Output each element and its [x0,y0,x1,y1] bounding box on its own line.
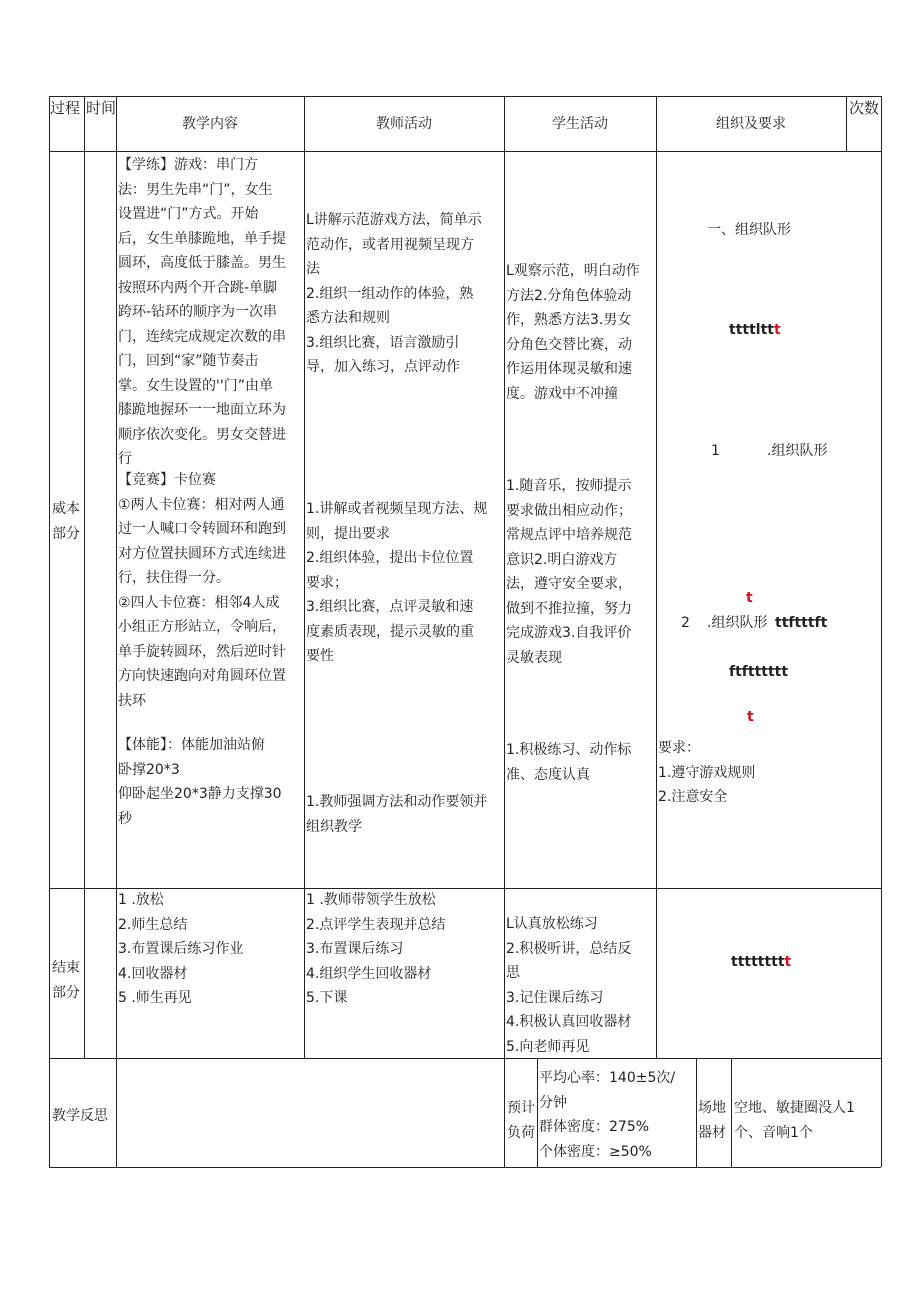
col-divider-venue-text [731,1058,732,1167]
col-divider-count [846,96,847,152]
header-organization: 组织及要求 [716,116,786,132]
org-number-2: 2 [681,615,690,631]
basic-student-competition: 1.随音乐，按师提示 要求做出相应动作； 常规点评中培养规范 意识2.明白游戏方 法，遵守安全要求， 做到不推拉撞，努力 完成游戏3.自我评价 灵敏表现 [506,478,632,666]
col-divider-time [84,96,85,1058]
header-time: 时间 [86,99,117,117]
formation-1-teacher: t [773,322,781,338]
org-teacher-mark-2: t [747,709,754,725]
ending-formation [731,950,791,975]
header-count: 次数 [849,99,880,117]
basic-student-game: L观察示范，明白动作 方法2.分角色体验动 作，熟悉方法3.男女 分角色交替比赛，动 作运用体现灵敏和速 度。游戏中不冲撞 [506,263,640,402]
table-border-left [49,96,50,1167]
formation-1-main: ttttltt [729,322,774,338]
ending-teacher: 1 .教师带领学生放松 2.点评学生表现并总结 3.布置课后练习 4.组织学生回收器材 5.下课 [306,892,446,1006]
col-divider-content [116,96,117,1167]
col-divider-load-label [537,1058,538,1167]
org-number-1: 1 [711,443,720,459]
org-formation-4: ftftttttt [729,664,789,680]
load-label: 预计 负荷 [507,1100,535,1141]
ending-student: L认真放松练习 2.积极听讲，总结反 思 3.记住课后练习 4.积极认真回收器材 5.向老师再见 [506,916,632,1055]
basic-content-game: 【学练】游戏：串门方 法：男生先串“门”，女生 设置进“门”方式。开始 后，女生单膝跪地，单手提 圆环，高度低于膝盖。男生 按照环内两个开合跳-单脚 跨环-钻环的顺序为一次串 门，连续完成规定次数的串 门，回到“家”随节奏击 掌。女生设置的''门”由单 膝跪地握环一一地面立环为 顺序依次变化。男女交替进 行 [118,157,286,467]
ending-formation-main: tttttttt [731,954,785,970]
org-teacher-mark-1: t [746,590,753,606]
basic-teacher-game: L讲解示范游戏方法，简单示 范动作，或者用视频呈现方 法 2.组织一组动作的体验，熟 悉方法和规则 3.组织比赛，语言激励引 导，加入练习，点评动作 [306,212,482,375]
basic-section-label: 威本 部分 [52,501,80,542]
org-title-3: .组织队形 [707,615,768,631]
header-student: 学生活动 [552,116,608,132]
basic-teacher-fitness: 1.教师强调方法和动作要领并 组织教学 [306,794,488,835]
header-row-divider [49,151,881,152]
basic-teacher-competition: 1.讲解或者视频呈现方法、规 则，提出要求 2.组织体验，提出卡位位置 要求； 3.组织比赛，点评灵敏和速 度素质表现，提示灵敏的重 要性 [306,501,488,664]
org-requirements: 要求： 1.遵守游戏规则 2.注意安全 [658,740,756,805]
ending-formation-teacher: t [784,954,792,970]
basic-student-fitness: 1.积极练习、动作标 准、态度认真 [506,742,632,783]
table-border-right [881,96,882,1167]
basic-content-competition: 【竞赛】卡位赛 ①两人卡位赛：相对两人通 过一人喊口令转圆环和跑到 对方位置扶圆环方式连续进 行，扶住得一分。 ②四人卡位赛：相邻4人成 小组正方形站立，令响后， 单手旋转圆环，然后逆时针 方向快速跑向对角圆环位置 扶环 [118,472,286,709]
header-process: 过程 [50,99,81,117]
ending-content: 1 .放松 2.师生总结 3.布置课后练习作业 4.回收器材 5 .师生再见 [118,892,244,1006]
reflection-label: 教学反思 [52,1108,108,1124]
venue-text: 空地、敏捷圈没人1 个、音响1个 [734,1100,855,1141]
ending-section-label: 结束 部分 [52,960,80,1001]
table-border-top [49,96,881,97]
org-title-1: 一、组织队形 [707,222,791,238]
org-title-2: .组织队形 [767,443,828,459]
header-teacher: 教师活动 [376,116,432,132]
header-content: 教学内容 [182,116,238,132]
org-formation-1 [729,318,781,343]
ending-row-divider [49,1058,881,1059]
load-text: 平均心率：140±5次/ 分钟 群体密度：275% 个体密度：≥50% [539,1070,676,1160]
basic-content-fitness: 【体能】：体能加油站俯 卧撑20*3 仰卧起坐20*3静力支撑30 秒 [118,737,282,827]
venue-label: 场地 器材 [698,1100,726,1141]
table-border-bottom [49,1167,881,1168]
org-formation-3: ttftttft [775,615,828,631]
